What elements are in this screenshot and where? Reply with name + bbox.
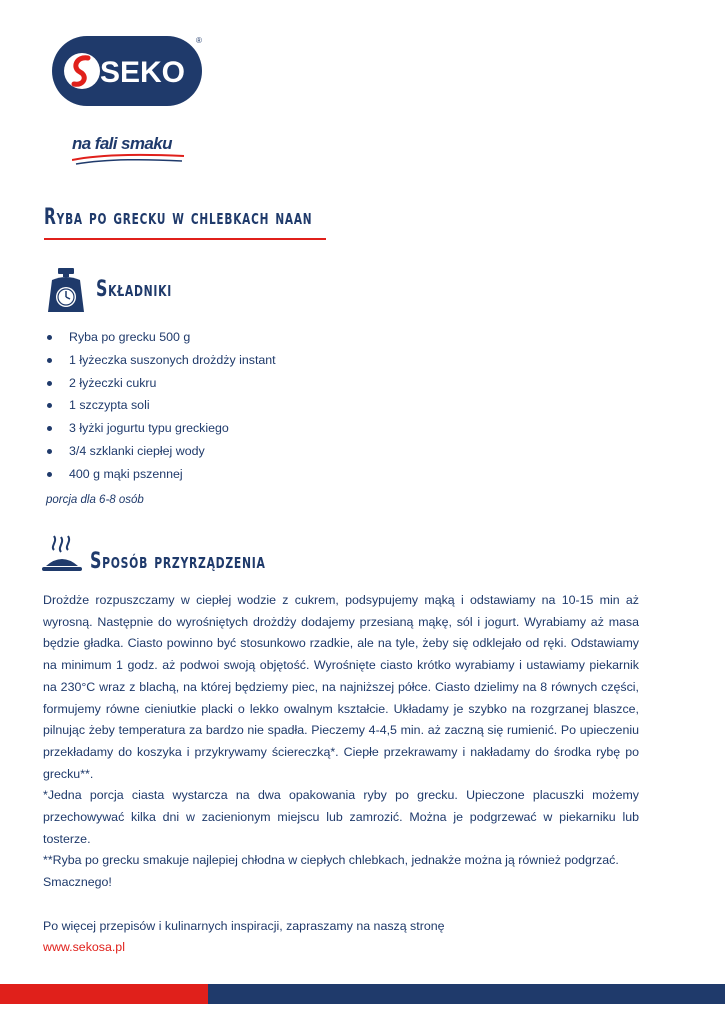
ingredient-item: 1 łyżeczka suszonych drożdży instant <box>46 349 276 372</box>
logo-text: SEKO <box>100 56 186 89</box>
ingredient-item: 3 łyżki jogurtu typu greckiego <box>46 417 276 440</box>
ingredient-item: Ryba po grecku 500 g <box>46 326 276 349</box>
slogan <box>72 134 187 174</box>
method-footnote-2: **Ryba po grecku smakuje najlepiej chłodna w ciepłych chlebkach, jednakże można ją również podgrzać. <box>43 853 619 868</box>
slogan-text: na fali smaku <box>72 134 172 153</box>
ingredient-item: 2 łyżeczki cukru <box>46 372 276 395</box>
footer-bar-blue <box>208 984 725 1004</box>
method-text <box>43 590 639 959</box>
recipe-title: Ryba po grecku w chlebkach naan <box>44 205 313 230</box>
ingredient-item: 1 szczypta soli <box>46 394 276 417</box>
registered-mark: ® <box>196 36 202 45</box>
more-info-text: Po więcej przepisów i kulinarnych inspiracji, zapraszamy na naszą stronę <box>43 918 445 933</box>
ingredient-item: 3/4 szklanki ciepłej wody <box>46 440 276 463</box>
seko-logo <box>50 34 208 108</box>
method-heading: Sposób przyrządzenia <box>90 549 266 574</box>
ingredient-item: 400 g mąki pszennej <box>46 463 276 486</box>
method-paragraph: Drożdże rozpuszczamy w ciepłej wodzie z cukrem, podsypujemy mąką i odstawiamy na 10-15 min aż wyrosną. Następnie do wyrośniętych drożdży dodajemy przesianą mąkę, sól i jogurt. Wyrabiamy aż masa będzie gładka. Ciasto powinno być stosunkowo rzadkie, ale na tyle, żeby się odklejało od ręki. Odstawiamy na minimum 1 godz. aż podwoi swoją objętość. Wyrośnięte ciasto krótko wyrabiamy i ustawiamy piekarnik na 230°C wraz z blachą, na której będziemy piec, na najniższej półce. Ciasto dzielimy na 8 równych części, formujemy równe cieniutkie placki o lekko owalnym kształcie. Układamy je szybko na rozgrzanej blaszce, pilnując żeby temperatura za bardzo nie spadła. Pieczemy 4-4,5 min. aż zaczną się rumienić. Po upieczeniu przekładamy do koszyka i przykrywamy ściereczką*. Ciepłe przekrawamy i nakładamy do środka rybę po grecku**. <box>43 593 639 781</box>
website-link[interactable]: www.sekosa.pl <box>43 940 125 955</box>
kitchen-scale-icon <box>44 266 88 314</box>
ingredients-heading: Składniki <box>96 277 172 302</box>
title-underline <box>44 238 326 240</box>
ingredients-list <box>46 326 276 486</box>
closing-greeting: Smacznego! <box>43 875 112 890</box>
portion-note: porcja dla 6-8 osób <box>46 494 144 506</box>
steaming-dish-icon <box>40 534 84 578</box>
method-footnote-1: *Jedna porcja ciasta wystarcza na dwa opakowania ryby po grecku. Upieczone placuszki możemy przechowywać kilka dni w zacienionym miejscu lub zamrozić. Można je podgrzewać w piekarniku lub tosterze. <box>43 788 639 846</box>
footer-bar-red <box>0 984 208 1004</box>
